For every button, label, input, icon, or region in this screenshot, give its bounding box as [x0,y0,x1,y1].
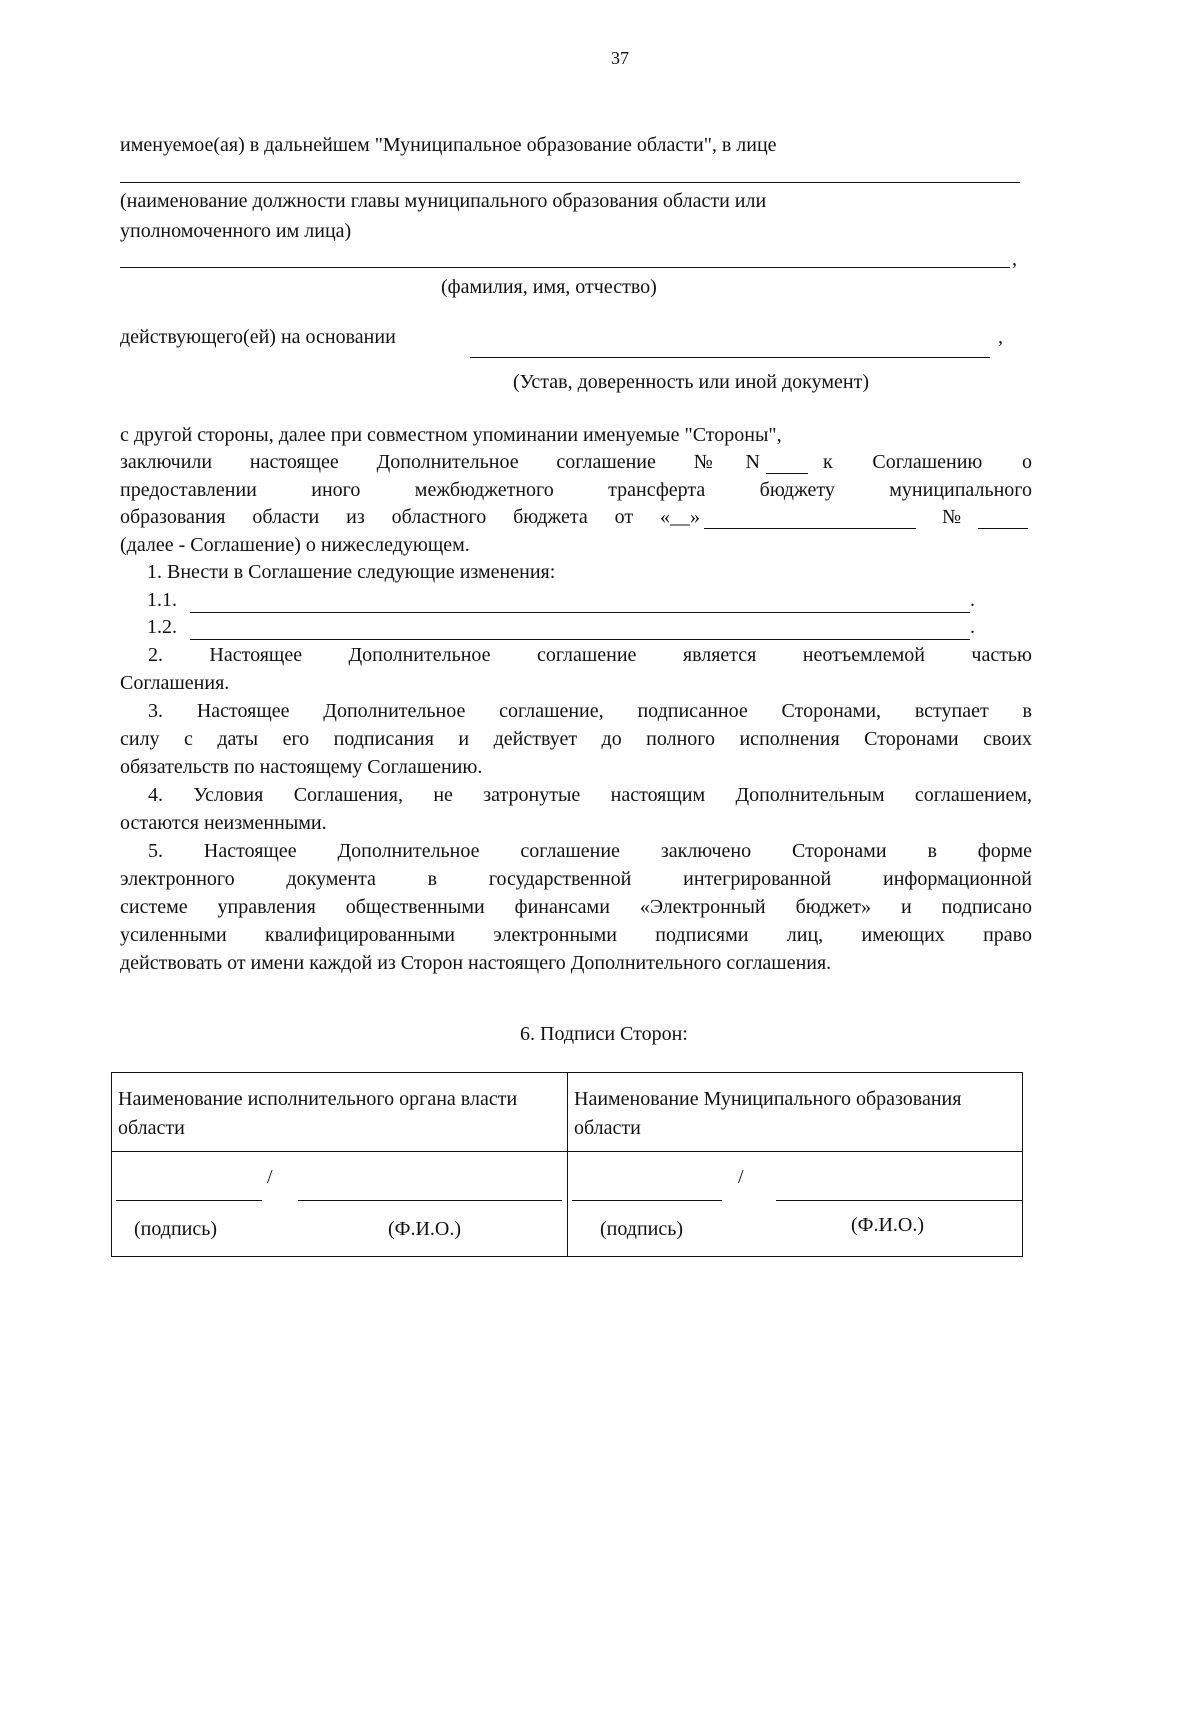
number-sign: № [942,506,962,528]
item-2-cont: Соглашения. [120,672,230,694]
right-signature-cell [568,1152,1023,1257]
right-fio-caption: (Ф.И.О.) [851,1214,925,1236]
agreement-ref-text: к Соглашению о [823,451,1032,473]
left-fio-caption: (Ф.И.О.) [388,1218,462,1240]
item-1-2-end: . [970,616,975,638]
right-slash: / [738,1166,744,1188]
fio-comma: , [1012,248,1017,270]
item-5-cont: системе управления общественными финансами «Электронный бюджет» и подписано [120,896,1032,918]
item-5-cont: действовать от имени каждой из Сторон настоящего Дополнительного соглашения. [120,952,832,974]
position-caption-cont: уполномоченного им лица) [120,220,352,242]
agreement-date-blank [704,528,916,529]
preamble-line: предоставлении иного межбюджетного трансферта бюджету муниципального [120,479,1032,501]
signatures-table [111,1072,1023,1257]
left-fio-line [298,1200,562,1201]
left-party-name-cell [112,1073,568,1152]
preamble-line: (далее - Соглашение) о нижеследующем. [120,534,470,556]
item-1-2-blank [190,639,970,640]
agreement-number-blank [766,473,808,474]
fio-caption: (фамилия, имя, отчество) [441,276,657,298]
agreement-number-blank-2 [978,528,1028,529]
item-1: 1. Внести в Соглашение следующие изменения: [147,561,556,583]
intro-line: именуемое(ая) в дальнейшем "Муниципальное образование области", в лице [120,134,777,156]
right-sign-line [572,1200,722,1201]
right-sign-caption: (подпись) [600,1218,684,1240]
signatures-heading: 6. Подписи Сторон: [520,1023,688,1045]
left-signature-cell [112,1152,568,1257]
position-caption: (наименование должности главы муниципального образования области или [120,190,767,212]
position-blank-line [120,182,1020,183]
item-2: 2. Настоящее Дополнительное соглашение является неотъемлемой частью [148,644,1032,666]
item-1-1-blank [190,612,970,613]
fio-blank-line [120,267,1010,268]
basis-caption: (Устав, доверенность или иной документ) [513,371,869,393]
item-5-cont: электронного документа в государственной интегрированной информационной [120,868,1032,890]
left-sign-caption: (подпись) [134,1218,218,1240]
agreement-number-text: заключили настоящее Дополнительное соглашение №N [120,451,760,473]
left-party-name: Наименование исполнительного органа власти области [118,1088,518,1139]
item-5: 5. Настоящее Дополнительное соглашение заключено Сторонами в форме [148,840,1032,862]
item-1-1-label: 1.1. [147,589,177,611]
right-fio-line [776,1200,1022,1201]
basis-comma: , [998,326,1003,348]
item-5-cont: усиленными квалифицированными электронными подписями лиц, имеющих право [120,924,1032,946]
preamble-line: с другой стороны, далее при совместном упоминании именуемые "Стороны", [120,424,782,446]
basis-blank-line [470,357,990,358]
item-1-2-label: 1.2. [147,616,177,638]
item-3-cont: силу с даты его подписания и действует до полного исполнения Сторонами своих [120,728,1032,750]
item-1-1-end: . [970,589,975,611]
right-party-name-cell [568,1073,1023,1152]
basis-label: действующего(ей) на основании [120,326,396,348]
left-sign-line [116,1200,262,1201]
item-4-cont: остаются неизменными. [120,812,327,834]
right-party-name: Наименование Муниципального образования области [574,1088,962,1139]
left-slash: / [267,1166,273,1188]
item-3-cont: обязательств по настоящему Соглашению. [120,756,483,778]
item-4: 4. Условия Соглашения, не затронутые настоящим Дополнительным соглашением, [148,784,1032,806]
page-number: 37 [611,48,629,68]
item-3: 3. Настоящее Дополнительное соглашение, подписанное Сторонами, вступает в [148,700,1032,722]
agreement-date-text: образования области из областного бюджета от «__» [120,506,700,528]
